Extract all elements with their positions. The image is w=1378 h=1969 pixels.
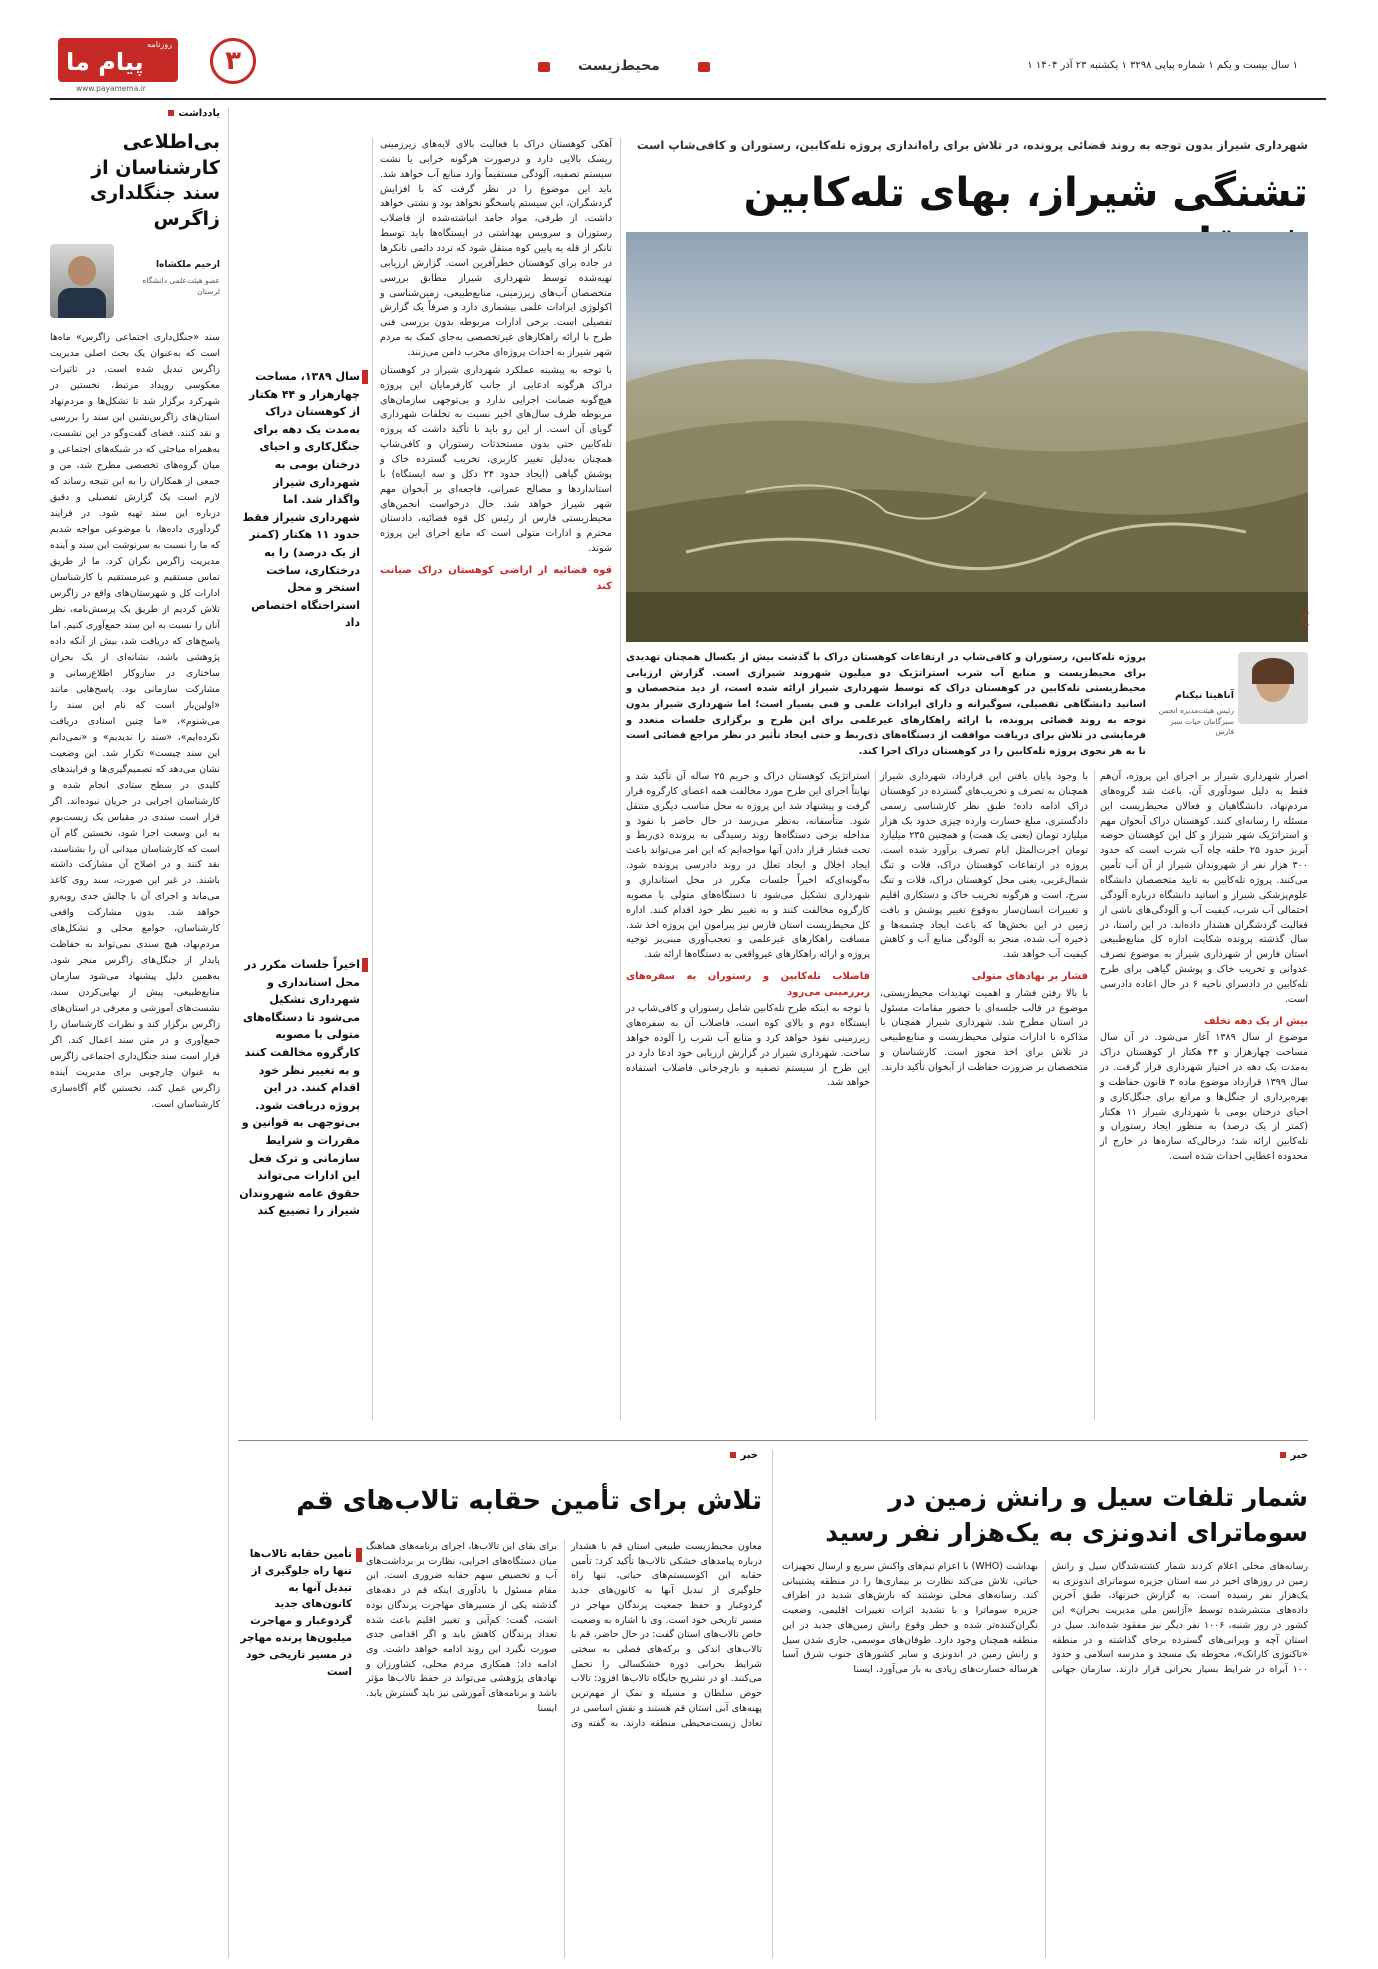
subheading-2: فشار بر نهادهای متولی xyxy=(971,971,1088,983)
col-divider-1 xyxy=(372,138,373,1420)
sidebar xyxy=(50,108,220,1958)
pull-quote-2-marker xyxy=(362,958,368,972)
avatar-head xyxy=(68,256,96,286)
bottom-right-tag: خبر xyxy=(1280,1450,1308,1461)
section-title: محیط‌زیست xyxy=(578,58,660,74)
body-col2-text: با وجود پایان یافتن این قرارداد، شهرداری شیراز همچنان به تصرف و تخریب‌های گسترده در کوهستان دراک ادامه داده؛ طبق نظر کارشناسی رسمی دادگستری، مبلغ خسارت وارده چیزی حدود یک هزار میلیارد تومان (یعنی یک همت) و همچنین ۲۳۵ میلیارد تومان اجرت‌المثل ایام تصرف برآورد شده است. پروژه در ارتفاعات کوهستان دراک، قلات و تنگ شمال‌غربی، یعنی محل کوهستان دراک، قلات و تنگ سرخ، است و هرگونه تخریب خاک و دستکاری اقلیم و تغییرات انسان‌ساز به‌وقوع تغییر پوشش و بافت زمین در این بخش‌ها که باعث ایجاد چشمه‌ها و ذخیره آب شده، منجر به آلودگی منابع آب و کاهش کیفیت آب خواهد شد. xyxy=(880,771,1089,961)
sidebar-body: سند «جنگل‌داری اجتماعی زاگرس» ماه‌ها است که به‌عنوان یک بحث اصلی مدیریت زاگرس تبدیل شده است. در تاثیرات معکوسی رویداد مرتبط، نخستین در شهرکرد برگزار شد تا تشکل‌ها و مردم‌نهاد استان‌های زاگرس‌نشین این سند را بررسی و نقد کنند. فضای گفت‌وگو در این نشست، به‌همراه مباحثی که در شبکه‌های اجتماعی و میان گروه‌های تخصصی مطرح شد، من و جمعی از همکاران را به این نتیجه رساند که لازم است یک گزارش تفصیلی و دقیق درباره این سند تهیه شود. در فرایند گردآوری داده‌ها، با موضوعی مواجه شدیم که ما را نسبت به سرنوشت این سند و آینده مدیریت زاگرس نگران کرد. ما از طریق تماس مستقیم و غیرمستقیم با کارشناسان ادارات کل و شهرستان‌های واقع در زاگرس تلاش کردیم از طریق یک پرسش‌نامه، نظر آنان را نسبت به این سند جمع‌آوری کنیم. اما پاسخ‌های که دریافت شد، بیش از آنکه داده پژوهشی باشد، نشانه‌ای از یک بحران ساختاری در سازوکار اطلاع‌رسانی و مشارکت سازمانی بود. پاسخ‌هایی مانند «اولین‌بار است که نام این سند را می‌شنوم»، «ما چنین اسنادی دریافت نکرده‌ایم»، «سند را ندیدیم» و «نمی‌دانم این سند چیست» تکرار شد. این وضعیت نشان می‌دهد که تصمیم‌گیری‌ها و فرایندهای کلیدی در سطح ستادی انجام شده و کارشناسان اجرایی در جریان نبوده‌اند. اگر قرار است سندی در مقیاس یک زیست‌بوم به این وسعت اجرا شود، نخستین گام آن است که کارشناسان میدانی آن را بشناسند، نقد کنند و در اصلاح آن مشارکت داشته باشند. در غیر این صورت، سند روی کاغذ می‌ماند و اجرای آن با چالش جدی روبه‌رو خواهد شد. بدون مشارکت واقعی کارشناسان، جوامع محلی و تشکل‌های مردم‌نهاد، هیچ سندی نمی‌تواند به حفاظت پایدار از جنگل‌های زاگرس منجر شود. به‌همین دلیل پیشنهاد می‌شود سازمان منابع‌طبیعی، پیش از نهایی‌کردن سند، نشست‌های آموزشی و معرفی در استان‌های زاگرس برگزار کند و نظرات کارشناسان را جمع‌آوری و در متن سند اعمال کند. اگر قرار است سند جنگل‌داری اجتماعی زاگرس به عنوان چارچوبی برای مدیریت آینده زاگرس عمل کند، نخستین گام آگاه‌سازی کارشناسان است. xyxy=(50,332,220,1111)
bottom-divider xyxy=(772,1450,773,1958)
author-photo-hair xyxy=(1252,658,1294,684)
chevron-right-icon xyxy=(698,62,710,72)
bottom-left-title: تلاش برای تأمین حقابه تالاب‌های قم xyxy=(296,1486,762,1516)
bottom-right-title: شمار تلفات سیل و رانش زمین در سوماترای اندونزی به یک‌هزار نفر رسید xyxy=(825,1483,1308,1547)
main-body-col3 xyxy=(626,770,870,1420)
body-col3b-text: با توجه به اینکه طرح تله‌کابین شامل رستوران و کافی‌شاپ در ایستگاه دوم و بالای کوه است، فاضلاب آن به سفره‌های زیرزمینی نفوذ خواهد کرد و منابع آب شرب را آلوده خواهد ساخت. شهرداری شیراز در گزارش ارزیابی خود ادعا دارد در این طرح از سیستم تصفیه و بازچرخانی فاضلاب استفاده خواهد شد. xyxy=(626,1003,870,1089)
avatar xyxy=(50,244,114,318)
body-col1-text: اصرار شهرداری شیراز بر اجرای این پروژه، آن‌هم فقط به دلیل سودآوری آن، باعث شد گروه‌های مردم‌نهاد، دانشگاهیان و فعالان محیط‌زیست این مسئله را رسانه‌ای کنند. کوهستان دراک آبخوان مهم و استراتژیک شهر شیراز و کل این کوهستان حوضه آبریز حدود ۲۵ حلقه چاه آب شرب است که حدود ۳۰۰ هزار نفر از شهروندان شیراز از آن آب تأمین می‌کنند. پروژه تله‌کابین به تایید متخصصان دانشگاه علوم‌پزشکی شیراز و اساتید دانشگاه درباره آلودگی احتمالی آب شرب، کیفیت آب و آلودگی‌های ناشی از فعالیت گردشگران هشدار داده‌اند. در این راستا، در سال گذشته پرونده شکایت اداره کل منابع‌طبیعی استان فارس از شهرداری شیراز به موضوع تصرف عدوانی و تخریب خاک و پوشش گیاهی برای طرح تله‌کابین در دادسرای ناحیه ۶ در حال اعاده دادرسی است. xyxy=(1100,771,1308,1005)
body-col4-text: آهکی کوهستان دراک با فعالیت بالای لایه‌های زیرزمینی ریسک بالایی دارد و درصورت هرگونه خرابی یا نشت سیستم تصفیه، آلودگی مستقیماً وارد منابع آب خواهد شد. باید این موضوع را در نظر گرفت که با افزایش گردشگران، این سیستم پاسخگو نخواهد بود و نشتی خواهد داشت. از طرفی، مواد جامد انباشته‌شده از فاضلاب رستوران و سرویس بهداشتی در ایستگاه‌ها باید توسط تانکر از قله به پایین کوه منتقل شود که تردد دائمی تانکرها در جاده برای کوهستان خطرآفرین است. گزارش ارزیابی تهیه‌شده توسط شهرداری شیراز مطابق بررسی متخصصان آب‌های زیرزمینی، منابع‌طبیعی، زمین‌شناسی و اکولوژی ایرادات علمی بیشماری دارد و صرفاً یک گزارش تفصیلی است. برخی ادارات مربوطه بدون بررسی فنی طرح با ارائه راهکارهای غیرتخصصی به‌جای کمک به مردم شهر شیراز به احداث پروژه‌ای مخرب دامن می‌زنند. xyxy=(380,139,612,359)
chevron-left-icon xyxy=(538,62,550,72)
subheading-1: بیش از یک دهه تخلف xyxy=(1203,1015,1308,1027)
pull-quote-2: اخیراً جلسات مکرر در محل استانداری و شهرداری تشکیل می‌شود تا دستگاه‌های متولی با مصوبه کارگروه مخالفت کنند و به تغییر نظر خود اقدام کنند. در این پروژه دریافت شود. بی‌توجهی به قوانین و مقررات و شرایط سازمانی و ترک فعل این ادارات می‌تواند حقوق عامه شهروندان شیراز را تضییع کند xyxy=(239,958,360,1218)
body-col1b-text: موضوع از سال ۱۳۸۹ آغاز می‌شود. در آن سال مساحت چهارهزار و ۴۴ هکتار از کوهستان دراک به‌مدت یک دهه در اختیار شهرداری قرار گرفت. در سال ۱۳۹۹ قرارداد موضوع ماده ۳ قانون حفاظت و بهره‌برداری از جنگل‌ها و مراتع برای جنگل‌کاری و احیای درختان بومی با شهرداری شیراز ۱۱ هکتار (کمتر از یک درصد) به منظور ایجاد رستوران و تله‌کابین ارائه شد؛ درحالی‌که سازه‌ها در خارج از محدوده اعطایی احداث شده است. xyxy=(1100,1032,1309,1163)
author-role: رئیس هیئت‌مدیره انجمن سبزگامان حیات سبز فارس xyxy=(1158,706,1234,736)
sidebar-title: بی‌اطلاعی کارشناسان از سند جنگلداری زاگرس xyxy=(89,131,220,230)
body-col2b-text: با بالا رفتن فشار و اهمیت تهدیدات محیط‌زیستی، موضوع در قالب جلسه‌ای با حضور مقامات مسئول در استان مطرح شد. شهرداری شیراز همچنان با مذاکره با ادارات متولی محیط‌زیست و منابع‌طبیعی در تلاش برای اخذ مجوز است. کارشناسان و متخصصان بر ضرورت حفاظت از آبخوان تأکید دارند. xyxy=(880,987,1088,1073)
pull-quote-1-marker xyxy=(362,370,368,384)
sidebar-author-name: ارحیم ملکشاه‌ا xyxy=(155,260,220,270)
section-divider xyxy=(238,1440,1308,1441)
main-body-col4 xyxy=(380,138,612,1420)
main-lead: پروژه تله‌کابین، رستوران و کافی‌شاپ در ارتفاعات کوهستان دراک با گذشت بیش از یکسال همچنان تهدیدی برای محیط‌زیست و منابع آب شرب استراتژیک دو میلیون شهروند شیرازی است. گزارش ارزیابی محیط‌زیستی تله‌کابین در کوهستان دراک که توسط شهرداری شیراز ارائه شده است، از دید متخصصان و اساتید دانشگاهی تفصیلی، سوگیرانه و دارای ایرادات علمی و فنی بسیار است؛ اما شهرداری شیراز بدون توجه به روند قضائی پرونده، با ارائه راهکارهای غیرعلمی برای این طرح و برگزاری جلسات متعدد و فرمایشی در تلاش برای دریافت موافقت از دستگاه‌های ذی‌ربط و حتی ایجاد تأثیر در نظر مراجع قضائی است تا به هر نحوی پروژه تله‌کابین را در کوهستان دراک اجرا کند. xyxy=(626,652,1146,758)
masthead xyxy=(58,30,1308,92)
mountain-landscape xyxy=(626,232,1308,642)
logo-small-text: روزنامه xyxy=(147,40,172,49)
main-title: تشنگی شیراز، بهای تله‌کابین xyxy=(743,170,1308,216)
bottom-left-body: معاون محیط‌زیست طبیعی استان قم با هشدار درباره پیامدهای خشکی تالاب‌ها تأکید کرد: تأمین حقابه این اکوسیستم‌های حیاتی، تنها راه جلوگیری از تبدیل آنها به کانون‌های جدید گردوغبار و حفظ جمعیت پرندگان مهاجر در مسیر تاریخی خود است. وی با اشاره به وضعیت خاص تالاب‌های استان گفت: در حال حاضر، قم با تالاب‌های اندکی و برکه‌های فصلی به سختی شرایط بحرانی دوره خشکسالی را تحمل می‌کنند. او در تشریح جایگاه تالاب‌ها افزود: تالاب حوض سلطان و مسیله و نمک از مهم‌ترین پهنه‌های آبی استان قم هستند و نقش اساسی در تعادل زیست‌محیطی منطقه دارند. به گفته وی برای بقای این تالاب‌ها، اجرای برنامه‌های هماهنگ میان دستگاه‌های اجرایی، نظارت بر برداشت‌های آب و تخصیص سهم حقابه ضروری است. این مقام مسئول با یادآوری اینکه قم در دهه‌های گذشته یکی از مسیرهای مهاجرت پرندگان بوده است، گفت: کم‌آبی و تغییر اقلیم باعث شده تعداد پرندگان کاهش یابد و اگر اقدامی جدی صورت نگیرد این روند ادامه خواهد داشت. وی ادامه داد: همکاری مردم محلی، کشاورزان و نهادهای پژوهشی می‌تواند در حفظ تالاب‌ها مؤثر باشد و برنامه‌های آموزشی نیز باید گسترش یابد. ایسنا xyxy=(366,1541,762,1729)
sidebar-author-role: عضو هیئت‌علمی دانشگاه لرستان xyxy=(142,276,220,296)
body-col4b-text: با توجه به پیشینه عملکرد شهرداری شیراز در کوهستان دراک هرگونه ادعایی از جانب کارفرمایان این پروژه هیچ‌گونه ضمانت اجرایی ندارد و بی‌توجهی سازمان‌های مربوطه ظرف سال‌های اخیر نسبت به تخلفات شهرداری گویای آن است. از این رو باید با تأکید داشت که پروژه تله‌کابین حتی بدون مستحدثات رستوران و کافی‌شاپ همچنان به‌دلیل تغییر کاربری، تخریب گسترده خاک و پوشش گیاهی (ایجاد حدود ۲۴ دکل و سه ایستگاه) با استانداردها و مصالح عمرانی، فاجعه‌ای بر آبخوان مهم شهر شیراز خواهد شد. حال درخواست انجمن‌های محیط‌زیستی فارس از رئیس کل قوه قضائیه، دادستان محترم و ادارات متولی است که مانع اجرای این پروژه شوند. xyxy=(380,364,613,555)
bottom-left-tag: خبر xyxy=(730,1450,758,1461)
masthead-rule xyxy=(50,98,1326,100)
author-name: آناهیتا نیکنام xyxy=(1175,690,1234,701)
author-photo xyxy=(1238,652,1308,724)
photo-credit: ایرنا xyxy=(1301,612,1310,626)
col-divider-4 xyxy=(875,770,876,1420)
main-photo xyxy=(626,232,1308,642)
body-col3-text: استراتژیک کوهستان دراک و حریم ۲۵ ساله آن تأکید شد و نهایتاً اجرای این طرح مورد مخالفت همه اعضای کارگروه قرار گرفت و پیشنهاد شد این پروژه به محل مناسب دیگری منتقل شود. متأسفانه، به‌نظر می‌رسد در حال حاضر با نفوذ و مداخله برخی دستگاه‌ها روند رسیدگی به پرونده ذی‌ربط و تحت فشار قرار دادن آنها مواجه‌ایم که این امر می‌تواند باعث ایجاد اخلال و ایجاد تعلل در روند دادرسی پرونده شود. به‌گونه‌ای‌که اخیراً جلسات مکرر در محل استانداری و شهرداری تشکیل می‌شود تا دستگاه‌های متولی با مصوبه کارگروه مخالفت کنند و به تغییر نظر خود اقدام کنند. اداره کل محیط‌زیست استان فارس نیز پیرامون این پروژه اخذ شد. مسافت راهکارهای غیرعلمی و تعجب‌آوری مبنی‌بر توجیه پروژه و ارائه راهکارهای غیرواقعی به دستگاه‌ها ارائه شد. xyxy=(626,771,870,961)
subheading-4: قوه قضائیه از اراضی کوهستان دراک صیانت کند xyxy=(380,565,612,592)
avatar-body xyxy=(58,288,106,318)
issue-info: ۱ سال بیست و یکم ۱ شماره پیاپی ۳۲۹۸ ۱ یکشنبه ۲۳ آذر ۱۴۰۴ ۱ xyxy=(1027,60,1298,71)
bottom-right-body: رسانه‌های محلی اعلام کردند شمار کشته‌شدگان سیل و رانش زمین در روزهای اخیر در سه استان جزیره سوماترای اندونزی به یک‌هزار نفر رسیده است. به گزارش خبرنهاد، طبق آخرین داده‌های منتشرشده توسط «آژانس ملی مدیریت بحران» این کشور در روز شنبه، ۱۰۰۶ نفر دیگر نیز مفقود شده‌اند. سیل در استان آچه و ویرانی‌های گسترده برجای گذاشته و در منطقه «تاکنوژی کارانک»، محوطه یک مسجد و مدرسه اسلامی و حدود ۱۰۰ آبراه در شرایط بسیار بحرانی قرار دارند. سازمان جهانی بهداشت (WHO) با اعزام تیم‌های واکنش سریع و ارسال تجهیزات حیاتی، تلاش می‌کند نظارت بر بیماری‌ها را در منطقه پشتیبانی کند. رسانه‌های محلی نوشتند که بارش‌های شدید در اطراف جزیره سوماترا و با تشدید اثرات تغییرات اقلیمی، وضعیت نگران‌کننده‌تر شده و خطر وقوع رانش زمین‌های جدید در این منطقه همچنان وجود دارد. طوفان‌های موسمی، جاری شدن سیل و رانش زمین در اندونزی و سایر کشورهای جنوب شرق آسیا هرساله خسارت‌های زیادی به بار می‌آورد. ایسنا xyxy=(782,1561,1308,1676)
site-url[interactable]: www.payamema.ir xyxy=(76,84,146,93)
bottom-left-pull-marker xyxy=(356,1548,362,1562)
bottom-left-pull-quote: تأمین حقابه تالاب‌ها تنها راه جلوگیری از تبدیل آنها به کانون‌های جدید گردوغبار و مهاجرت میلیون‌ها پرنده مهاجر در مسیر تاریخی خود است xyxy=(240,1548,352,1678)
main-body-col1 xyxy=(1100,770,1308,1420)
sidebar-label: یادداشت xyxy=(168,108,220,119)
pull-quote-1: سال ۱۳۸۹، مساحت چهارهزار و ۴۴ هکتار از کوهستان دراک به‌مدت یک دهه برای جنگل‌کاری و احیای درختان بومی به شهرداری شیراز واگذار شد. اما شهرداری شیراز فقط حدود ۱۱ هکتار (کمتر از یک درصد) را به درختکاری، ساخت استخر و محل استراحتگاه اختصاص داد xyxy=(242,370,360,630)
col-divider-2 xyxy=(620,138,621,1420)
logo xyxy=(58,38,178,82)
main-body-col2 xyxy=(880,770,1088,1420)
sidebar-divider xyxy=(228,108,229,1958)
main-kicker: شهرداری شیراز بدون توجه به روند قضائی پرونده، در تلاش برای راه‌اندازی پروژه تله‌کابین، رستوران و کافی‌شاپ است xyxy=(636,138,1308,152)
logo-name: پیام ما xyxy=(66,48,144,76)
section-strip xyxy=(538,58,738,76)
subheading-3: فاضلاب تله‌کابین و رستوران به سفره‌های زیرزمینی می‌رود xyxy=(626,971,870,998)
page-number-badge xyxy=(210,38,256,84)
col-divider-3 xyxy=(1094,770,1095,1420)
page-number: ۳ xyxy=(225,46,241,76)
